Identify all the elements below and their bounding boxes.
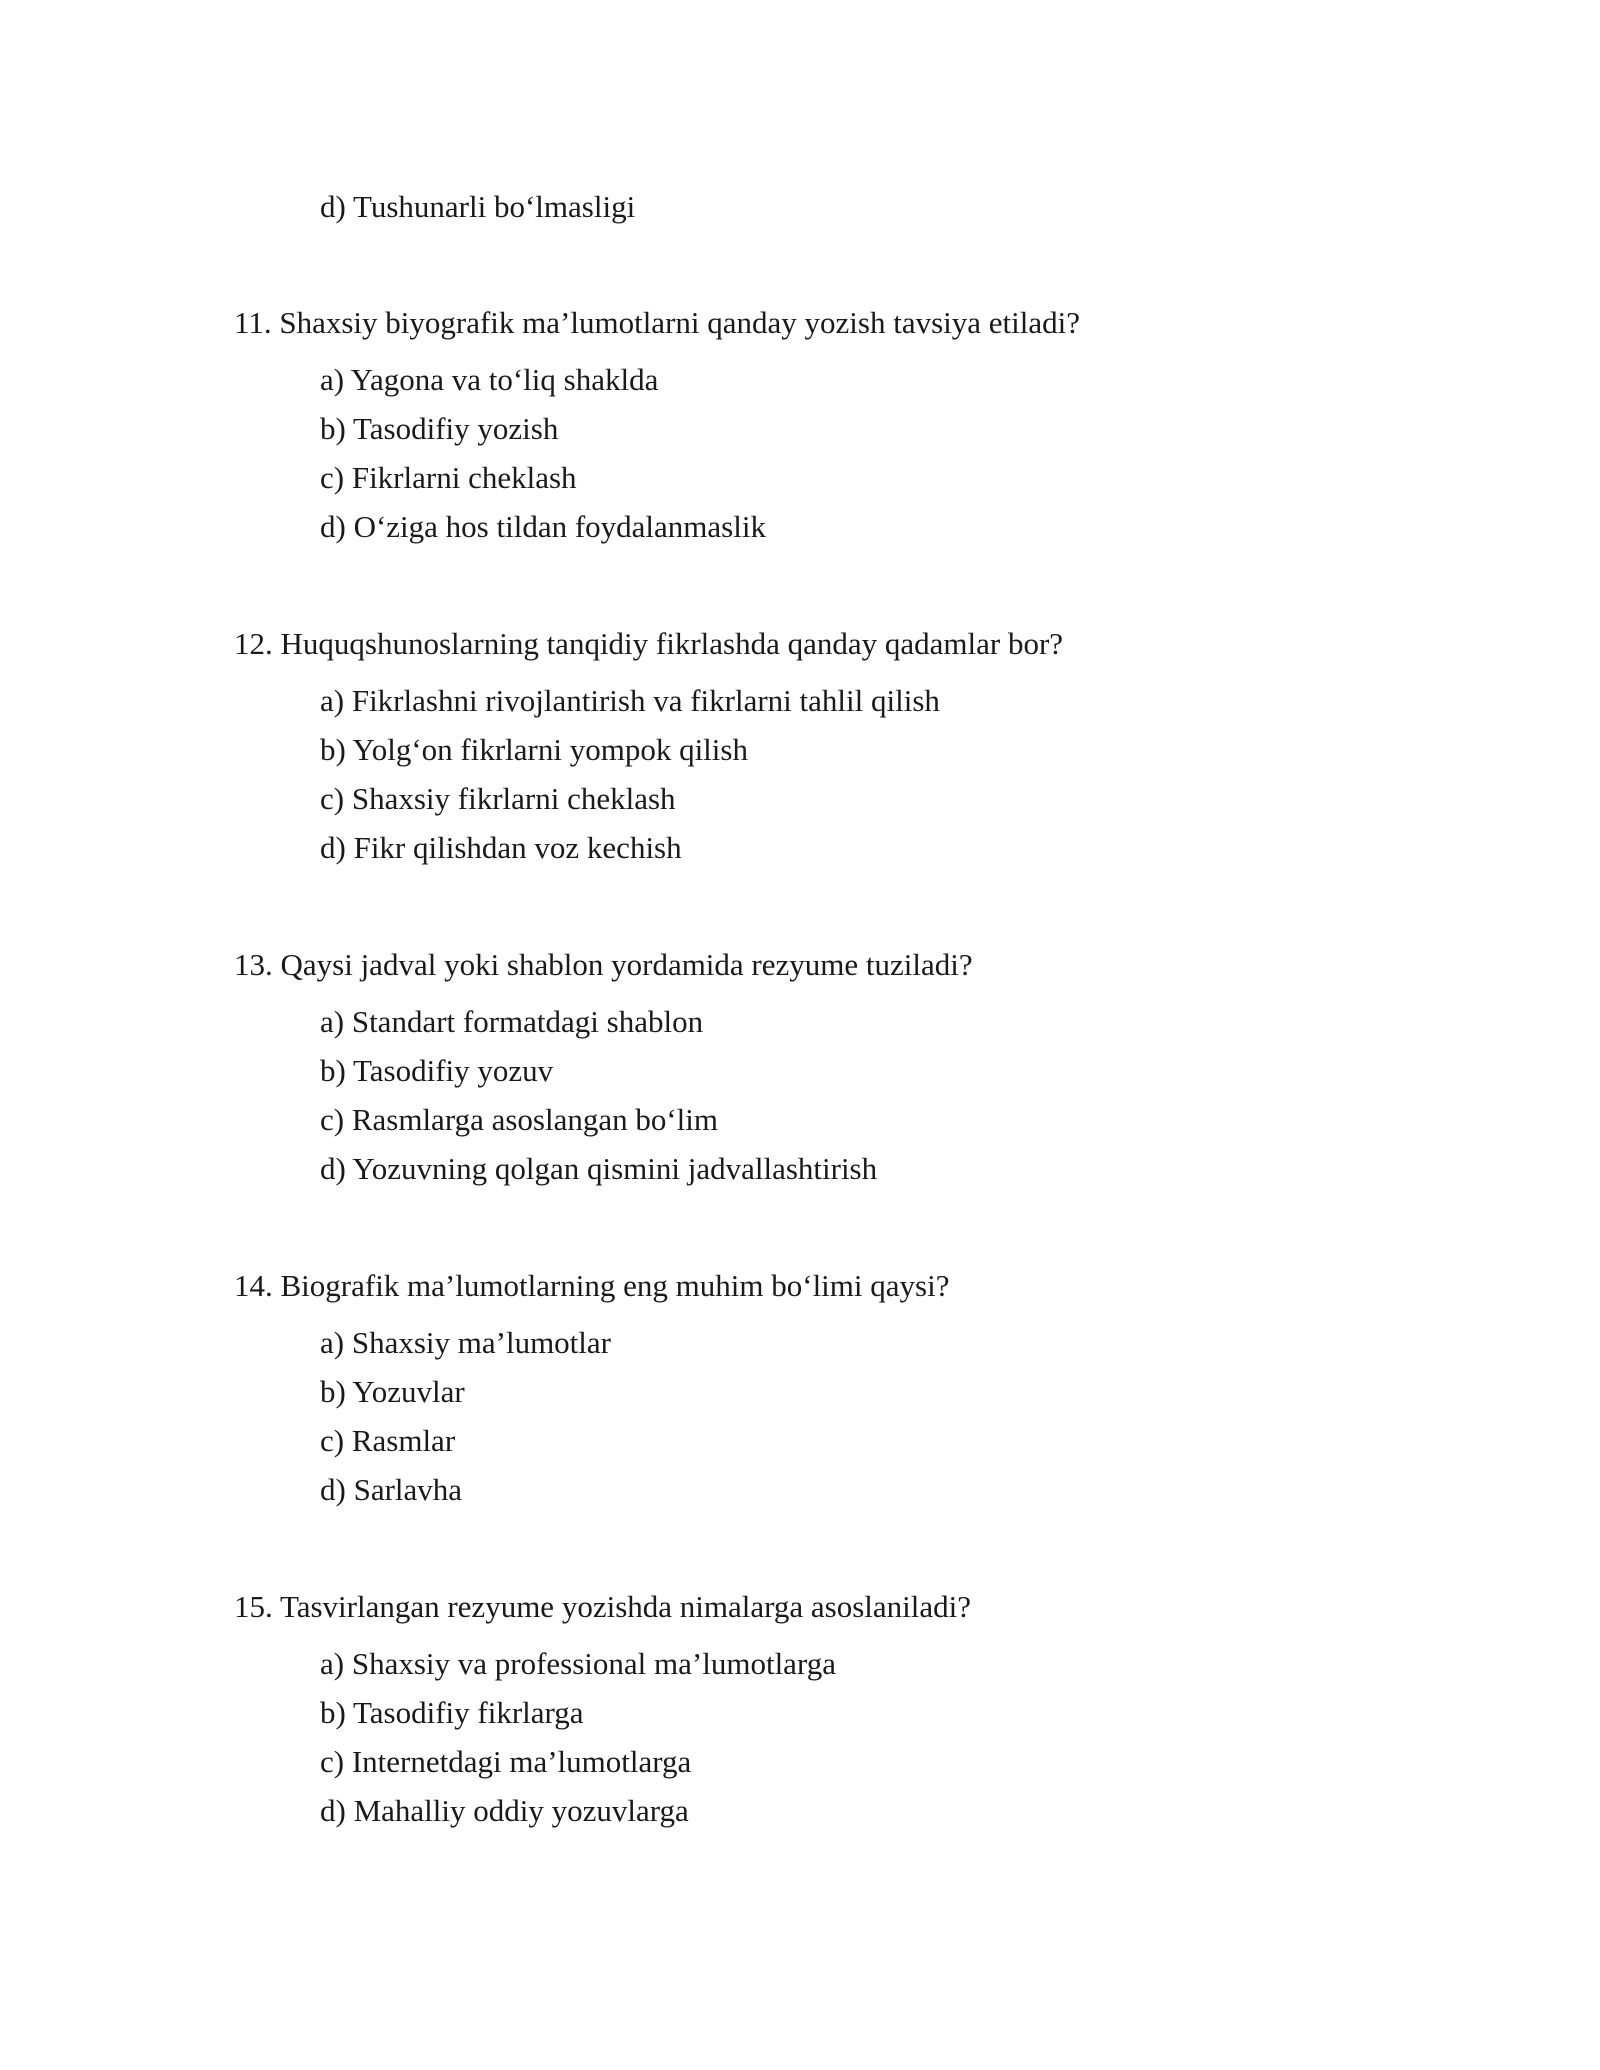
question-14-option-b: b) Yozuvlar	[320, 1374, 465, 1409]
question-15-option-d: d) Mahalliy oddiy yozuvlarga	[320, 1793, 689, 1828]
question-14-option-d: d) Sarlavha	[320, 1472, 463, 1507]
question-15-option-c: c) Internetdagi ma’lumotlarga	[320, 1744, 692, 1779]
question-11-option-b: b) Tasodifiy yozish	[320, 411, 559, 446]
question-15: 15. Tasvirlangan rezyume yozishda nimalarga asoslaniladi?	[234, 1589, 972, 1624]
question-11: 11. Shaxsiy biyografik ma’lumotlarni qanday yozish tavsiya etiladi?	[234, 305, 1080, 340]
question-14-option-c: c) Rasmlar	[320, 1423, 456, 1458]
question-15-option-a: a) Shaxsiy va professional ma’lumotlarga	[320, 1646, 836, 1681]
lead-option: d) Tushunarli bo‘lmasligi	[320, 189, 636, 224]
question-11-option-d: d) O‘ziga hos tildan foydalanmaslik	[320, 509, 766, 544]
question-11-option-c: c) Fikrlarni cheklash	[320, 460, 577, 495]
question-14-option-a: a) Shaxsiy ma’lumotlar	[320, 1325, 611, 1360]
question-13-option-a: a) Standart formatdagi shablon	[320, 1004, 704, 1039]
question-12: 12. Huquqshunoslarning tanqidiy fikrlashda qanday qadamlar bor?	[234, 626, 1064, 661]
question-11-option-a: a) Yagona va to‘liq shaklda	[320, 362, 659, 397]
question-12-option-b: b) Yolg‘on fikrlarni yompok qilish	[320, 732, 748, 767]
question-15-option-b: b) Tasodifiy fikrlarga	[320, 1695, 584, 1730]
question-13: 13. Qaysi jadval yoki shablon yordamida rezyume tuziladi?	[234, 947, 973, 982]
question-13-option-c: c) Rasmlarga asoslangan bo‘lim	[320, 1102, 719, 1137]
question-13-option-d: d) Yozuvning qolgan qismini jadvallashtirish	[320, 1151, 878, 1186]
question-14: 14. Biografik ma’lumotlarning eng muhim bo‘limi qaysi?	[234, 1268, 950, 1303]
question-13-option-b: b) Tasodifiy yozuv	[320, 1053, 554, 1088]
question-12-option-d: d) Fikr qilishdan voz kechish	[320, 830, 682, 865]
question-12-option-c: c) Shaxsiy fikrlarni cheklash	[320, 781, 676, 816]
question-12-option-a: a) Fikrlashni rivojlantirish va fikrlarni tahlil qilish	[320, 683, 940, 718]
